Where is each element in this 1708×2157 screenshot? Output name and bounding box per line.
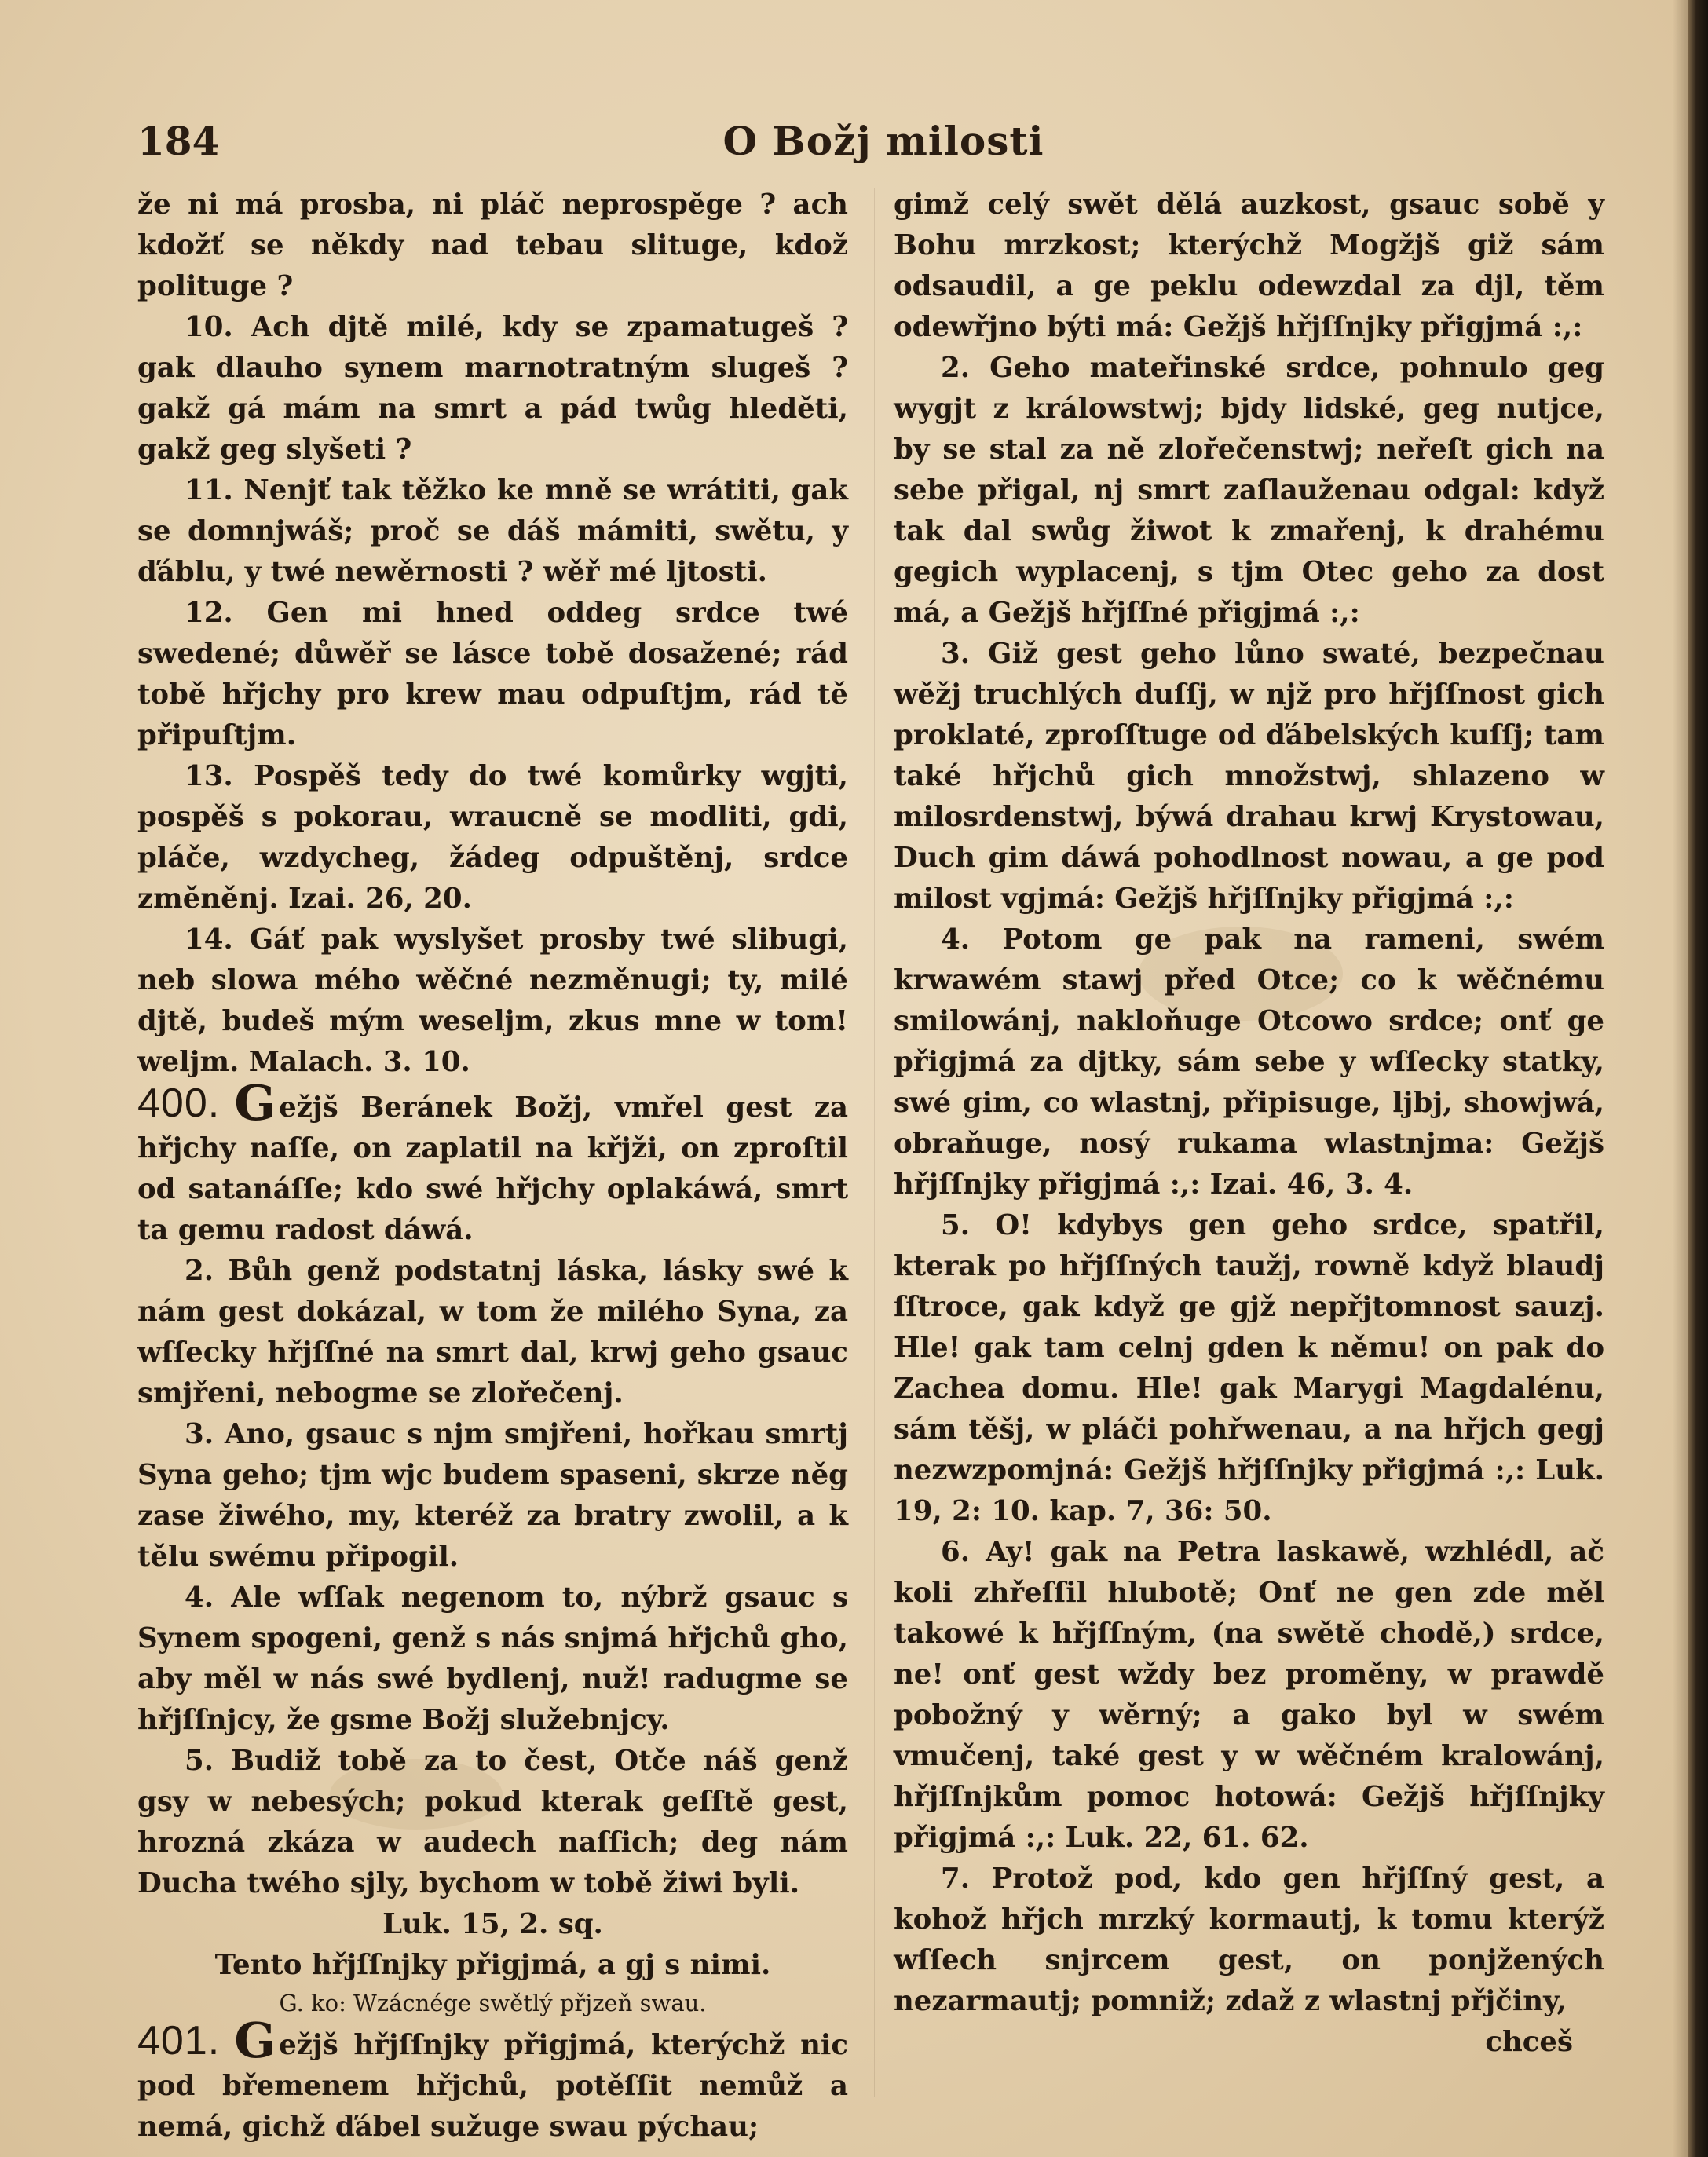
verse-paragraph: 7. Protož pod, kdo gen hřjſſný gest, a kohož hřjch mrzký kormautj, k tomu kterýž wſſech snjrcem gest, on ponjžených nezarmautj; pomniž; zdaž z wlastnj přjčiny,: [894, 1863, 1604, 2017]
verse-paragraph: 3. Ano, gsauc s njm smjřeni, hořkau smrtj Syna geho; tjm wjc budem spaseni, skrze něg zase žiwého, my, kteréž za bratry zwolil, a k tělu swému připogil.: [137, 1418, 848, 1573]
hymn-first-verse: ežjš Beránek Božj, vmřel gest za hřjchy naſſe, on zaplatil na křjži, on zproſtil od satanáſſe; kdo swé hřjchy oplakáwá, smrt ta gemu radost dáwá.: [137, 1091, 848, 1246]
page-number: 184: [137, 118, 220, 164]
verse-paragraph: 2. Geho mateřinské srdce, pohnulo geg wygjt z králowstwj; bjdy lidské, geg nutjce, by se stal za ně zlořečenstwj; neřeſt gich na sebe přigal, nj smrt zaſlauženau odgal: když tak dal swůg žiwot k zmařenj, k drahému gegich wyplacenj, s tjm Otec geho za dost má, a Gežjš hřjſſné přigjmá :,:: [894, 352, 1604, 629]
verse-paragraph: že ni má prosba, ni pláč neprospěge ? ach kdožť se někdy nad tebau slituge, kdož polituge ?: [137, 188, 848, 302]
page-header: [137, 118, 1629, 173]
verse-paragraph: 4. Potom ge pak na rameni, swém krwawém stawj před Otce; co k wěčnému smilowánj, nakloňuge Otcowo srdce; onť ge přigjmá za djtky, sám sebe y wſſecky statky, swé gim, co wlastnj, připisuge, ljbj, showjwá, obraňuge, nosý rukama wlastnjma: Gežjš hřjſſnjky přigjmá :,: Izai. 46, 3. 4.: [894, 923, 1604, 1201]
catchword: chceš: [1485, 2026, 1573, 2058]
left-column: [137, 185, 848, 2148]
drop-cap-initial: G: [234, 1074, 276, 1132]
drop-cap-initial: G: [234, 2012, 276, 2069]
verse-paragraph: 2. Bůh genž podstatnj láska, lásky swé k nám gest dokázal, w tom že milého Syna, za wſſecky hřjſſné na smrt dal, krwj geho gsauc smjřeni, nebogme se zlořečenj.: [137, 1255, 848, 1409]
verse-paragraph: 12. Gen mi hned oddeg srdce twé swedené; důwěř se lásce tobě dosažené; rád tobě hřjchy pro krew mau odpuſtjm, rád tě připuſtjm.: [137, 597, 848, 751]
verse-paragraph: 5. O! kdybys gen geho srdce, spatřil, kterak po hřjſſných taužj, rowně když blaudj ſſtroce, gak když ge gjž nepřjtomnost sauzj. Hle! gak tam celnj gden k němu! on pak do Zachea domu. Hle! gak Marygi Magdalénu, sám těšj, w pláči pohřwenau, a na hřjch gegj nezwzpomjná: Gežjš hřjſſnjky přigjmá :,: Luk. 19, 2: 10. kap. 7, 36: 50.: [894, 1209, 1604, 1527]
verse-paragraph: 10. Ach djtě milé, kdy se zpamatugeš ? gak dlauho synem marnotratným slugeš ? gakž gá mám na smrt a pád twůg hleděti, gakž geg slyšeti ?: [137, 311, 848, 466]
hymn-first-verse: ežjš hřjſſnjky přigjmá, kterýchž nic pod břemenem hřjchů, potěſſit nemůž a nemá, gichž ďábel sužuge swau pýchau;: [137, 2029, 848, 2143]
verse-paragraph: 14. Gáť pak wyslyšet prosby twé slibugi, neb slowa mého wěčné nezměnugi; ty, milé djtě, budeš mým weseljm, zkus mne w tom! weljm. Malach. 3. 10.: [137, 923, 848, 1078]
verse-paragraph: 6. Ay! gak na Petra laskawě, wzhlédl, ač koli zhřeſſil hlubotě; Onť ne gen zde měl takowé k hřjſſným, (na swětě chodě,) srdce, ne! onť gest wždy bez proměny, w prawdě pobožný y wěrný; a gako byl w swém vmučenj, také gest y w wěčném kralowánj, hřjſſnjkům pomoc hotowá: Gežjš hřjſſnjky přigjmá :,: Luk. 22, 61. 62.: [894, 1536, 1604, 1854]
hymn-number: 401.: [137, 2018, 221, 2064]
hymn-number: 400.: [137, 1080, 221, 1126]
verse-paragraph: 5. Budiž tobě za to čest, Otče náš genž gsy w nebesých; pokud kterak geſſtě gest, hrozná zkáza w audech naſſich; deg nám Ducha twého sjly, bychom w tobě žiwi byli.: [137, 1745, 848, 1899]
next-page-edge: [1688, 0, 1708, 2157]
right-column: [894, 185, 1604, 2063]
verse-paragraph: 4. Ale wſſak negenom to, nýbrž gsauc s Synem spogeni, genž s nás snjmá hřjchů gho, aby měl w nás swé bydlenj, nuž! radugme se hřjſſnjcy, že gsme Božj služebnjcy.: [137, 1581, 848, 1736]
page-gutter-shadow: [1673, 0, 1688, 2157]
hymn-heading: [137, 2012, 848, 2148]
scripture-reference: Luk. 15, 2. sq.: [382, 1908, 603, 1940]
hymn-heading: [137, 1074, 848, 1251]
column-divider: [874, 188, 875, 2097]
verse-paragraph: 13. Pospěš tedy do twé komůrky wgjti, pospěš s pokorau, wraucně se modliti, gdi, pláče, wzdycheg, žádeg odpuštěnj, srdce změněnj. Izai. 26, 20.: [137, 760, 848, 915]
verse-paragraph: gimž celý swět dělá auzkost, gsauc sobě y Bohu mrzkost; kterýchž Mogžjš giž sám odsaudil, a ge peklu odewzdal za djl, těm odewřjno býti má: Gežjš hřjſſnjky přigjmá :,:: [894, 188, 1604, 343]
hymn-title: Tento hřjſſnjky přigjmá, a gj s nimi.: [214, 1949, 771, 1981]
running-title: O Božj milosti: [722, 118, 1044, 164]
verse-paragraph: 11. Nenjť tak těžko ke mně se wrátiti, gak se domnjwáš; proč se dáš mámiti, swětu, y ďáblu, y twé newěrnosti ? wěř mé ljtosti.: [137, 474, 848, 588]
tune-note: G. ko: Wzácnége swětlý přjzeň swau.: [279, 1990, 707, 2016]
verse-paragraph: 3. Giž gest geho lůno swaté, bezpečnau wěžj truchlých duſſj, w njž pro hřjſſnost gich proklaté, zproſſtuge od ďábelských kuſſj; tam také hřjchů gich množstwj, shlazeno w milosrdenstwj, býwá drahau krwj Krystowau, Duch gim dáwá pohodlnost nowau, a ge pod milost vgjmá: Gežjš hřjſſnjky přigjmá :,:: [894, 638, 1604, 915]
